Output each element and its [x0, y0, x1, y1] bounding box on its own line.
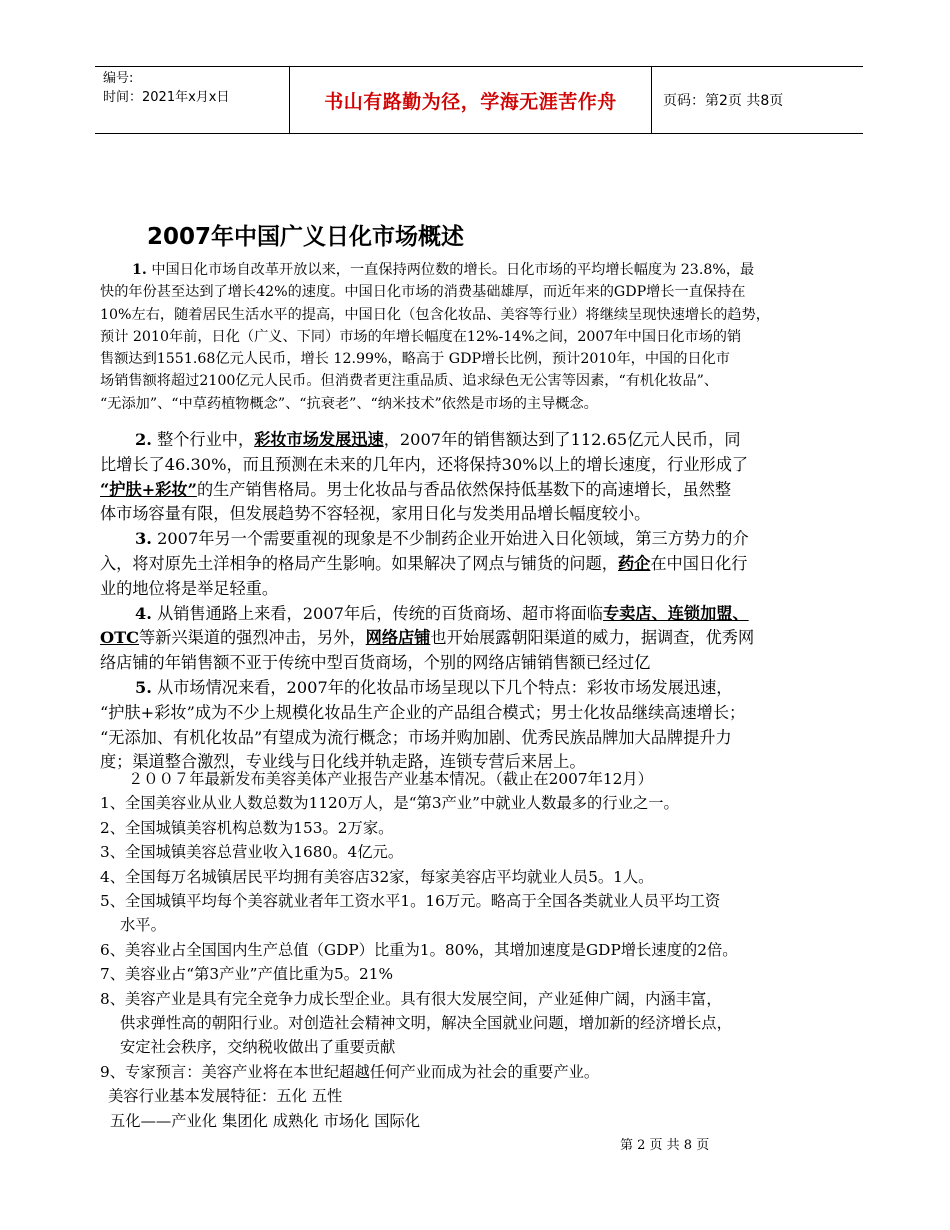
feature-summary: 美容行业基本发展特征：五化 五性 — [108, 1087, 343, 1106]
text-line: 业的地位将是举足轻重。 — [100, 578, 279, 598]
industry-report-list — [100, 767, 880, 1133]
list-item-continuation: 水平。 — [120, 916, 166, 935]
time-label: 时间：2021年x月x日 — [103, 90, 230, 105]
paragraph-line — [100, 527, 870, 552]
emphasis-text: “护肤+彩妆” — [100, 479, 197, 499]
text-line: 售额达到1551.68亿元人民币，增长 12.99%，略高于 GDP增长比例，预计2010年，中国的日化市 — [100, 351, 730, 368]
text-run: 在中国日化行 — [650, 553, 748, 573]
text-line: 度；渠道整合激烈，专业线与日化线并轨走路，连锁专营后来居上。 — [100, 752, 586, 772]
number-label: 编号: — [103, 71, 134, 86]
page-header — [95, 66, 863, 134]
paragraph-line — [100, 626, 870, 651]
emphasis-text: 网络店铺 — [365, 628, 431, 648]
text-run: 从市场情况来看，2007年的化妆品市场呈现以下几个特点：彩妆市场发展迅速， — [157, 677, 733, 697]
header-slogan: 书山有路勤为径，学海无涯苦作舟 — [290, 67, 652, 133]
paragraph-line — [100, 676, 870, 701]
list-item: 5、全国城镇平均每个美容就业者年工资水平1。16万元。略高于全国各类就业人员平均工资 — [100, 892, 721, 911]
paragraph-number: 5. — [135, 677, 152, 697]
text-line: 预计 2010年前，日化（广义、下同）市场的年增长幅度在12%-14%之间，2007年中国日化市场的销 — [100, 328, 742, 345]
paragraph-number: 1. — [132, 262, 147, 278]
text-line: 体市场容量有限，但发展趋势不容轻视，家用日化与发类用品增长幅度较小。 — [100, 504, 651, 524]
header-page-info: 页码：第2页 共8页 — [663, 93, 784, 109]
page-footer: 第 2 页 共 8 页 — [620, 1138, 710, 1153]
emphasis-text: 药企 — [618, 553, 651, 573]
paragraph-line — [100, 552, 870, 577]
page-title: 2007年中国广义日化市场概述 — [147, 224, 465, 250]
emphasis-text: 彩妆市场发展迅速 — [254, 430, 384, 449]
list-item: 9、专家预言：美容产业将在本世纪超越任何产业而成为社会的重要产业。 — [100, 1062, 600, 1081]
text-run: 从销售通路上来看，2007年后，传统的百货商场、超市将面临 — [157, 603, 603, 623]
text-line: “无添加”、“中草药植物概念”、“抗衰老”、“纳米技术”依然是市场的主导概念。 — [100, 395, 598, 412]
paragraph-number: 4. — [135, 603, 152, 623]
list-item: 7、美容业占“第3产业”产值比重为5。21% — [100, 965, 393, 984]
text-line: 快的年份甚至达到了增长42%的速度。中国日化市场的消费基础雄厚，而近年来的GDP增长一直保持在 — [100, 284, 746, 301]
text-run: 整个行业中， — [157, 430, 255, 449]
report-intro: ２００７年最新发布美容美体产业报告产业基本情况。（截止在2007年12月） — [128, 770, 653, 788]
text-run: 也开始展露朝阳渠道的威力，据调查，优秀网 — [430, 628, 755, 648]
list-item: 2、全国城镇美容机构总数为153。2万家。 — [100, 818, 394, 837]
paragraph-line — [100, 259, 870, 281]
text-line: 10%左右，随着居民生活水平的提高，中国日化（包含化妆品、美容等行业）将继续呈现快速增长的趋势， — [100, 306, 770, 323]
emphasis-text: 专卖店、连锁加盟、 — [602, 603, 749, 623]
paragraph-line — [100, 428, 870, 453]
text-run: ，2007年的销售额达到了112.65亿元人民币，同 — [383, 430, 741, 449]
paragraphs-2-5 — [100, 428, 870, 775]
paragraph-line — [100, 478, 870, 503]
paragraph-line — [100, 602, 870, 627]
text-line: 中国日化市场自改革开放以来，一直保持两位数的增长。日化市场的平均增长幅度为 23.8%，最 — [151, 262, 755, 278]
paragraph-number: 2. — [135, 430, 152, 449]
text-line: 场销售额将超过2100亿元人民币。但消费者更注重品质、追求绿色无公害等因素，“有机化妆品”、 — [100, 373, 719, 390]
text-line: 络店铺的年销售额不亚于传统中型百货商场，个别的网络店铺销售额已经过亿 — [100, 653, 651, 673]
paragraph-number: 3. — [135, 529, 152, 549]
list-item: 8、美容产业是具有完全竞争力成长型企业。具有很大发展空间，产业延伸广阔，内涵丰富， — [100, 989, 722, 1008]
text-line: “护肤+彩妆”成为不少上规模化妆品生产企业的产品组合模式；男士化妆品继续高速增长； — [100, 702, 746, 722]
list-item: 1、全国美容业从业人数总数为1120万人，是“第3产业”中就业人数最多的行业之一。 — [100, 794, 679, 813]
paragraph-1 — [100, 259, 870, 415]
list-item: 3、全国城镇美容总营业收入1680。4亿元。 — [100, 843, 404, 862]
text-line: “无添加、有机化妆品”有望成为流行概念；市场并购加剧、优秀民族品牌加大品牌提升力 — [100, 727, 732, 747]
text-line: 比增长了46.30%，而且预测在未来的几年内，还将保持30%以上的增长速度，行业形成了 — [100, 454, 749, 474]
feature-list: 五化——产业化 集团化 成熟化 市场化 国际化 — [110, 1111, 421, 1130]
text-run: 入，将对原先土洋相争的格局产生影响。如果解决了网点与铺货的问题， — [100, 553, 618, 573]
list-item-continuation: 供求弹性高的朝阳行业。对创造社会精神文明，解决全国就业问题，增加新的经济增长点， — [120, 1014, 732, 1033]
text-run: 2007年另一个需要重视的现象是不少制药企业开始进入日化领域，第三方势力的介 — [157, 529, 749, 549]
list-item-continuation: 安定社会秩序，交纳税收做出了重要贡献 — [120, 1038, 396, 1057]
header-meta-cell — [95, 67, 290, 133]
text-run: 等新兴渠道的强烈冲击，另外， — [139, 628, 366, 648]
emphasis-text: OTC — [100, 628, 140, 648]
list-item: 6、美容业占全国国内生产总值（GDP）比重为1。80%，其增加速度是GDP增长速度的2倍。 — [100, 940, 738, 959]
text-run: 的生产销售格局。男士化妆品与香品依然保持低基数下的高速增长，虽然整 — [196, 479, 732, 499]
list-item: 4、全国每万名城镇居民平均拥有美容店32家，每家美容店平均就业人员5。1人。 — [100, 867, 654, 886]
